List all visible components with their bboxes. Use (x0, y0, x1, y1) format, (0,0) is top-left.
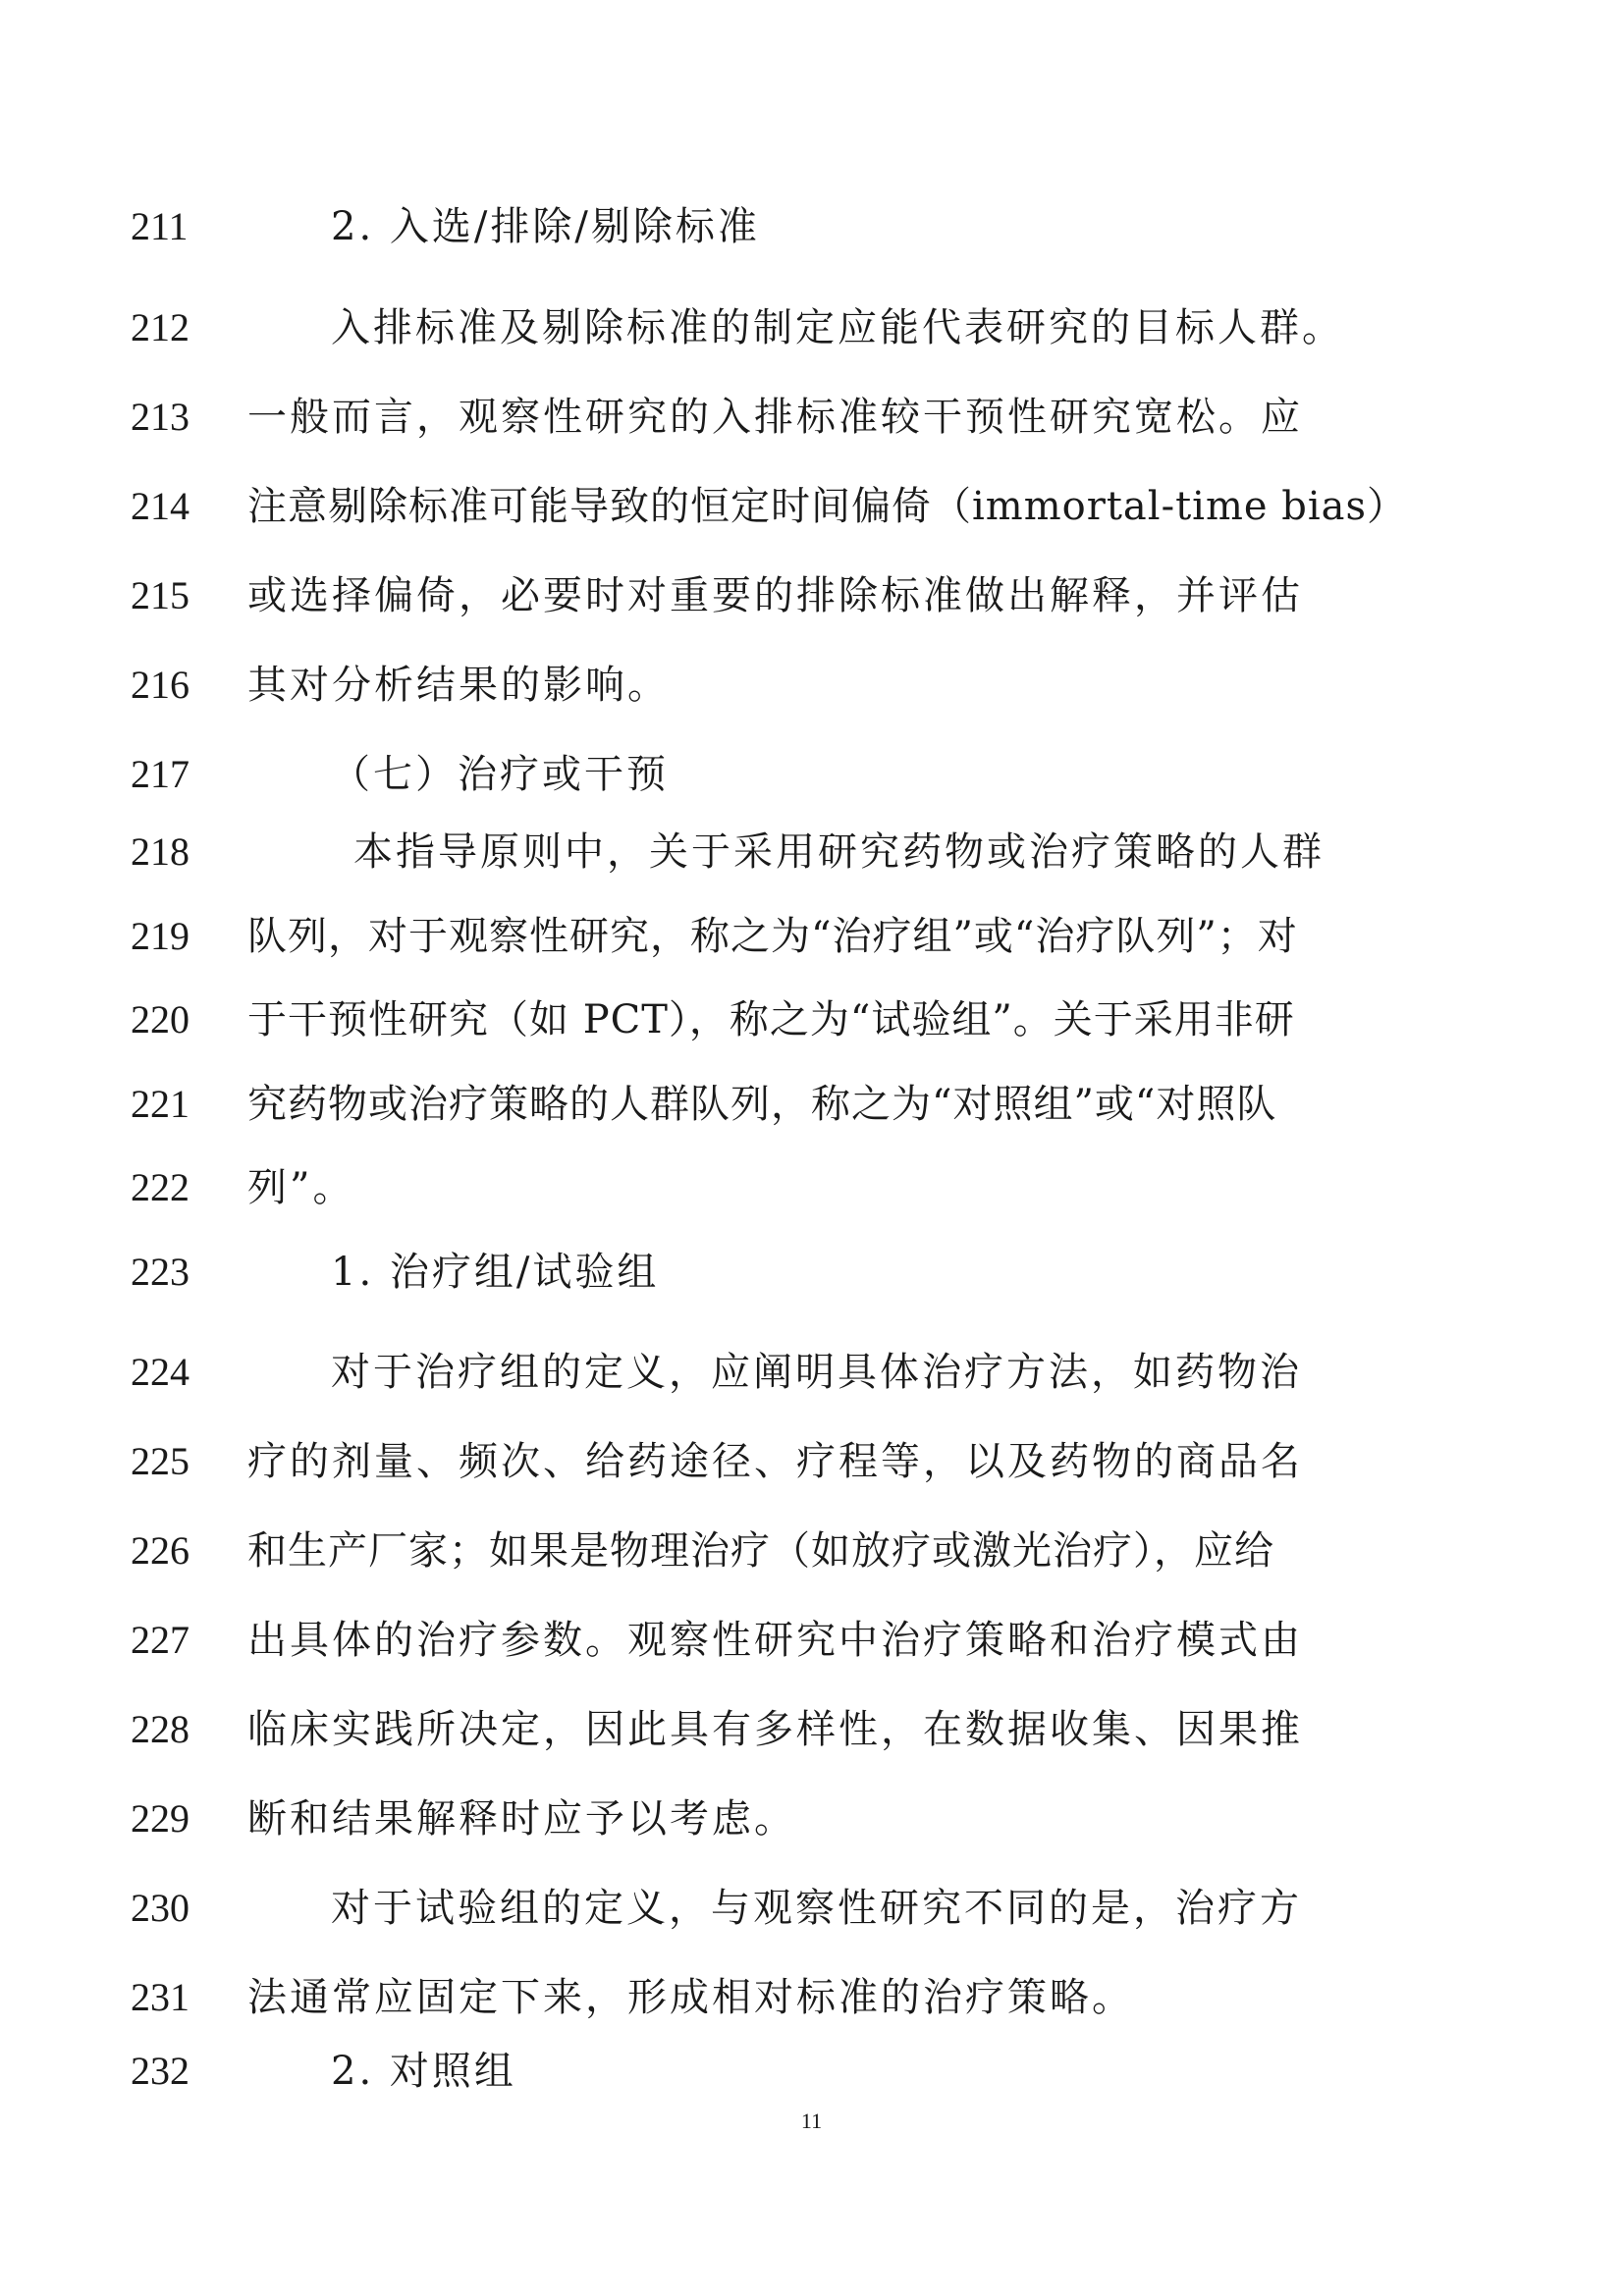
line-number: 230 (131, 1886, 189, 1930)
text-line (0, 388, 1623, 447)
paragraph-line: 一般而言，观察性研究的入排标准较干预性研究宽松。应 (247, 395, 1303, 440)
subsection-heading: 1. 治疗组/试验组 (331, 1250, 660, 1295)
paragraph-line: 临床实践所决定，因此具有多样性，在数据收集、因果推 (247, 1707, 1303, 1752)
line-number: 221 (131, 1082, 189, 1126)
line-number: 220 (131, 997, 189, 1041)
paragraph-line: 和生产厂家；如果是物理治疗（如放疗或激光治疗），应给 (247, 1528, 1274, 1574)
line-number: 214 (131, 484, 189, 528)
paragraph-line: 出具体的治疗参数。观察性研究中治疗策略和治疗模式由 (247, 1618, 1303, 1663)
line-number: 229 (131, 1796, 189, 1841)
section-heading: （七）治疗或干预 (331, 752, 669, 797)
text-line (0, 1611, 1623, 1670)
line-number: 227 (131, 1618, 189, 1662)
text-line (0, 1158, 1623, 1217)
line-number: 228 (131, 1707, 189, 1751)
text-line (0, 1432, 1623, 1491)
text-line (0, 1968, 1623, 2027)
paragraph-line: 队列，对于观察性研究，称之为“治疗组”或“治疗队列”；对 (247, 914, 1298, 959)
text-line (0, 1243, 1623, 1302)
paragraph-line: 其对分析结果的影响。 (247, 663, 670, 708)
line-number: 218 (131, 829, 189, 874)
text-line (0, 745, 1623, 804)
paragraph-line: 断和结果解释时应予以考虑。 (247, 1796, 796, 1842)
line-number: 216 (131, 663, 189, 707)
paragraph-line: 法通常应固定下来，形成相对标准的治疗策略。 (247, 1975, 1134, 2020)
text-line (0, 477, 1623, 536)
paragraph-line: 究药物或治疗策略的人群队列，称之为“对照组”或“对照队 (247, 1082, 1277, 1127)
line-number: 224 (131, 1350, 189, 1394)
line-number: 232 (131, 2049, 189, 2093)
text-line (0, 197, 1623, 256)
text-line (0, 1789, 1623, 1848)
line-number: 226 (131, 1528, 189, 1573)
text-line (0, 1075, 1623, 1134)
page-number: 11 (800, 2109, 823, 2133)
line-number: 219 (131, 914, 189, 958)
text-line (0, 990, 1623, 1049)
text-line (0, 907, 1623, 966)
text-line (0, 823, 1623, 881)
paragraph-line: 对于治疗组的定义，应阐明具体治疗方法，如药物治 (331, 1350, 1302, 1395)
text-line (0, 1522, 1623, 1580)
paragraph-line: 对于试验组的定义，与观察性研究不同的是，治疗方 (331, 1886, 1302, 1931)
line-number: 231 (131, 1975, 189, 2019)
text-line (0, 2042, 1623, 2101)
subsection-heading: 2. 入选/排除/剔除标准 (331, 204, 760, 249)
paragraph-line: 或选择偏倚，必要时对重要的排除标准做出解释，并评估 (247, 573, 1303, 618)
paragraph-line: 入排标准及剔除标准的制定应能代表研究的目标人群。 (331, 305, 1344, 350)
text-line (0, 656, 1623, 715)
line-number: 225 (131, 1439, 189, 1483)
text-line (0, 1700, 1623, 1759)
line-number: 223 (131, 1250, 189, 1294)
text-line (0, 1879, 1623, 1938)
text-line (0, 298, 1623, 357)
line-number: 215 (131, 573, 189, 617)
paragraph-line: 列”。 (247, 1165, 355, 1210)
subsection-heading: 2. 对照组 (331, 2049, 516, 2094)
paragraph-line: 于干预性研究（如 PCT），称之为“试验组”。关于采用非研 (247, 997, 1295, 1042)
line-number: 212 (131, 305, 189, 349)
line-number: 211 (131, 204, 189, 248)
line-number: 217 (131, 752, 189, 796)
paragraph-line: 本指导原则中，关于采用研究药物或治疗策略的人群 (353, 829, 1325, 875)
line-number: 213 (131, 395, 189, 439)
paragraph-line: 疗的剂量、频次、给药途径、疗程等，以及药物的商品名 (247, 1439, 1303, 1484)
text-line (0, 1343, 1623, 1402)
text-line (0, 566, 1623, 625)
paragraph-line: 注意剔除标准可能导致的恒定时间偏倚（immortal-time bias） (247, 484, 1408, 529)
line-number: 222 (131, 1165, 189, 1209)
